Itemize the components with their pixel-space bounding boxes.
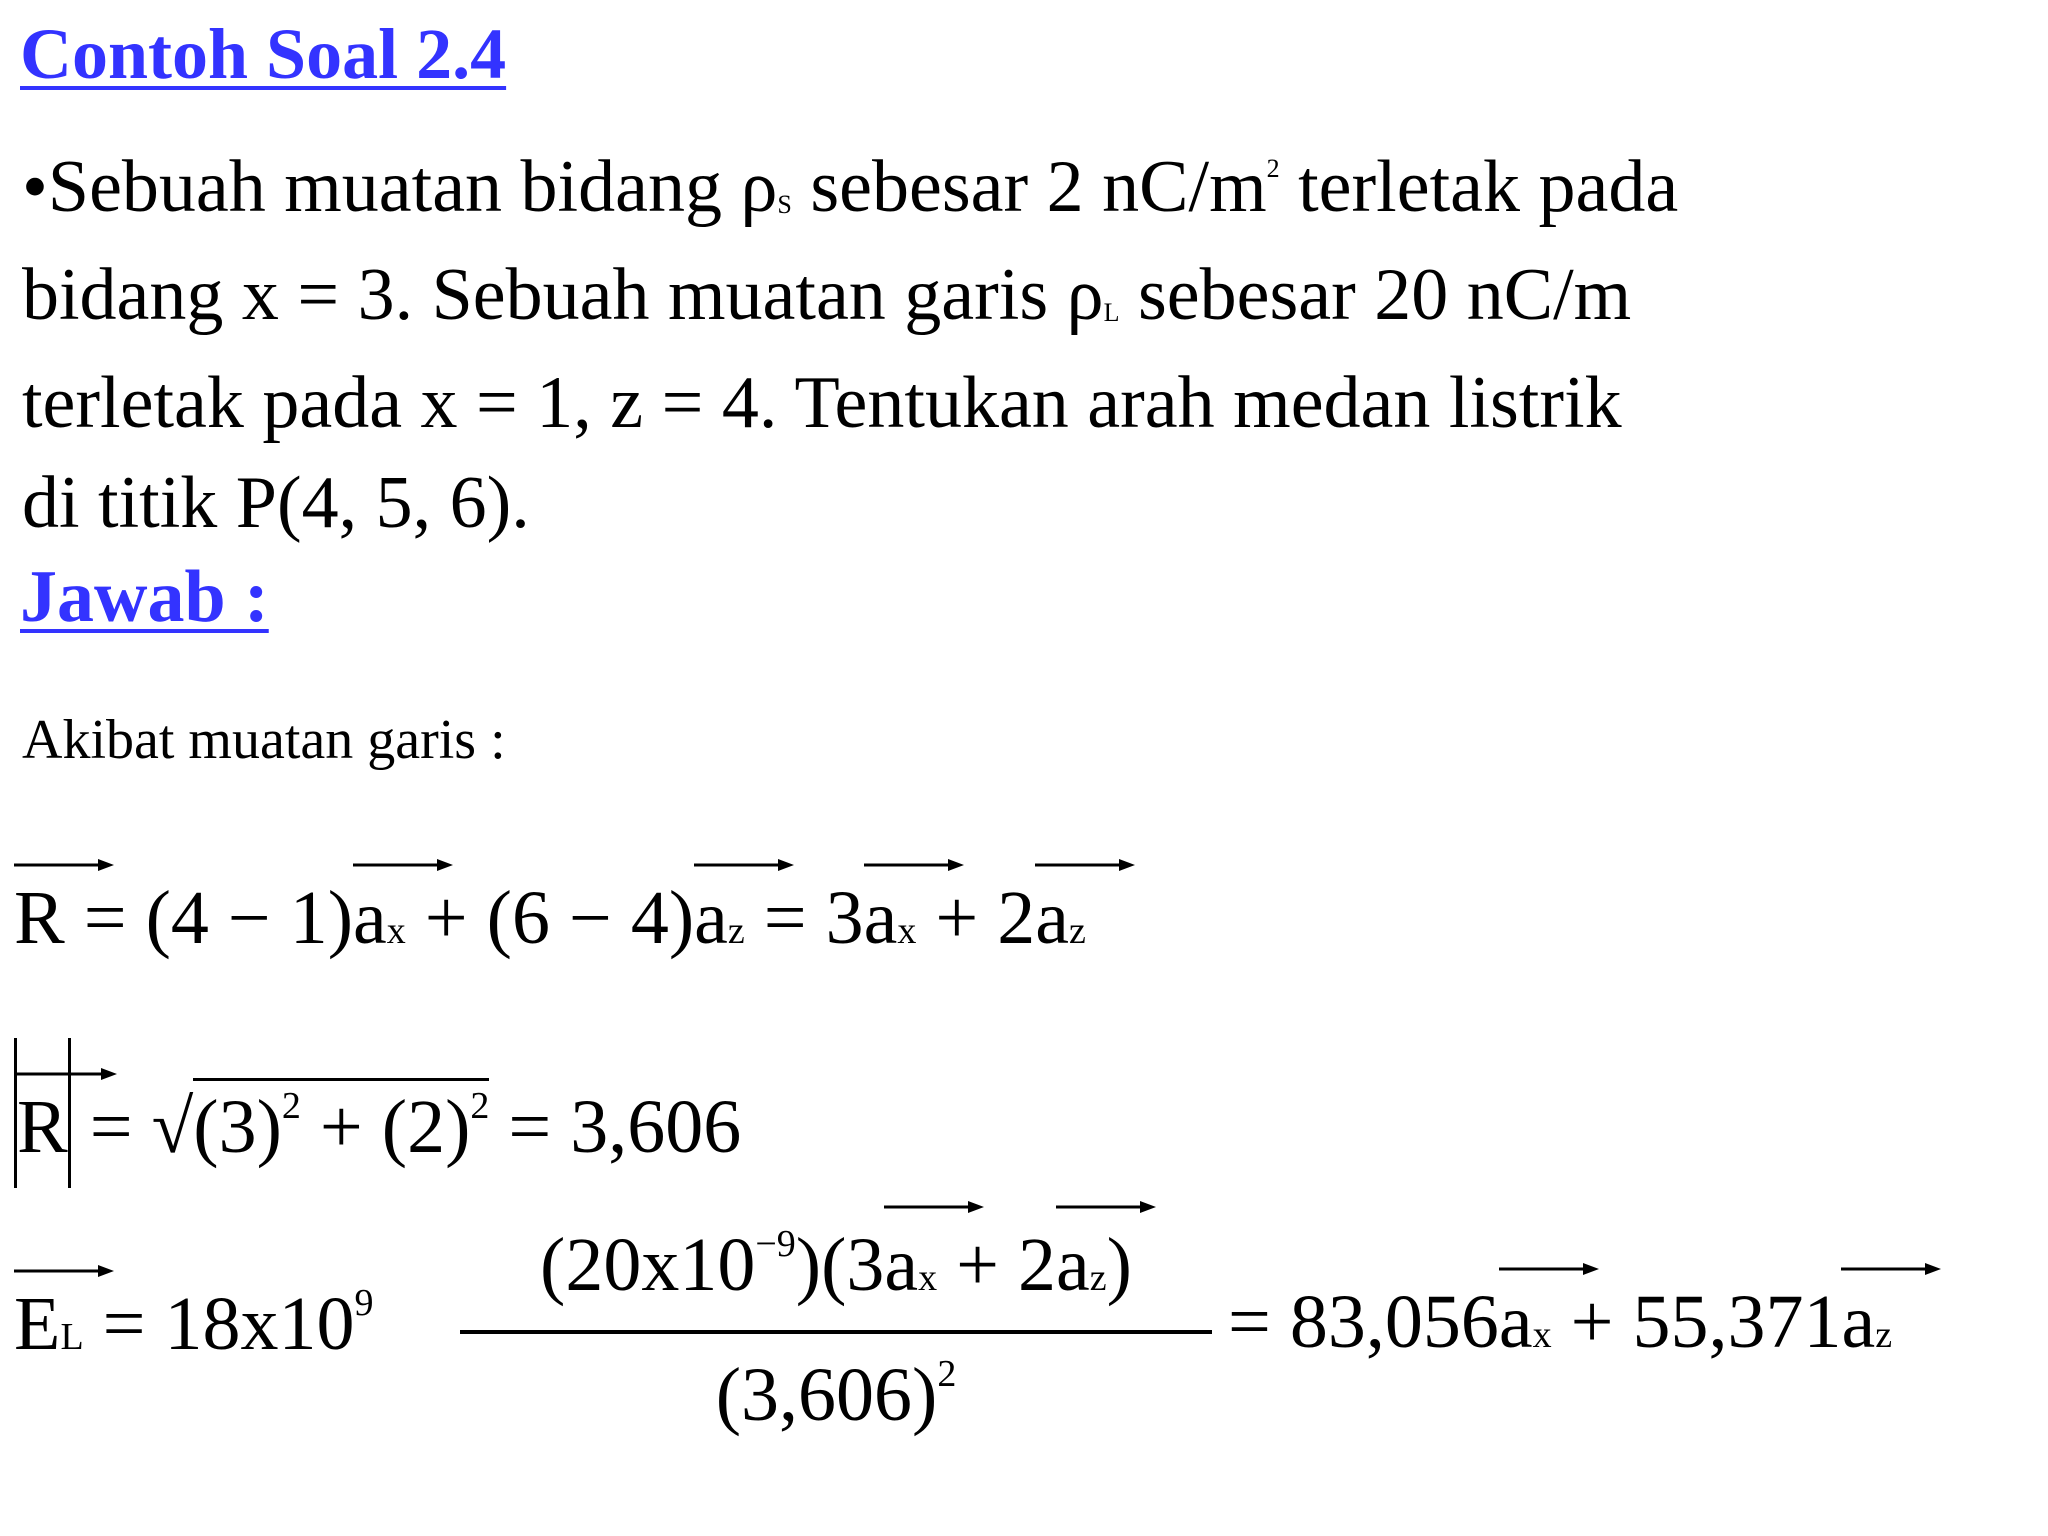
exponent: −9 — [755, 1223, 796, 1265]
ax-vector — [884, 1222, 918, 1309]
x-subscript: x — [918, 1257, 938, 1299]
fraction — [460, 1222, 1212, 1462]
vector-arrow-icon — [1056, 1200, 1156, 1214]
slide-title: Contoh Soal 2.4 — [20, 14, 507, 94]
eq-text: = 18x10 — [83, 1282, 355, 1366]
exponent: 2 — [281, 1085, 301, 1127]
a-symbol: a — [1841, 1280, 1876, 1364]
sqrt-symbol: √ — [151, 1085, 194, 1169]
eq-text: + (6 − 4) — [405, 876, 695, 960]
vector-arrow-icon — [1499, 1262, 1599, 1276]
fraction-denominator — [460, 1352, 1212, 1439]
answer-heading: Jawab : — [20, 556, 269, 638]
r-vector — [14, 876, 65, 960]
equation-e-field-result — [1228, 1280, 1893, 1364]
vector-arrow-icon — [14, 858, 114, 872]
problem-text: bidang x = 3. Sebuah muatan garis ρ — [22, 254, 1104, 336]
r-symbol: R — [14, 876, 65, 960]
vector-arrow-icon — [1841, 1262, 1941, 1276]
eq-result: + 55,371 — [1551, 1280, 1842, 1364]
eq-text: ) — [1106, 1223, 1132, 1307]
z-subscript: z — [727, 910, 745, 952]
fraction-numerator — [460, 1222, 1212, 1309]
vector-arrow-icon — [14, 1264, 114, 1278]
x-subscript: x — [897, 910, 917, 952]
a-symbol: a — [694, 876, 728, 960]
problem-line-2 — [22, 254, 1632, 336]
r-symbol: R — [17, 1085, 68, 1169]
a-symbol: a — [353, 876, 387, 960]
problem-text: sebesar 20 nC/m — [1119, 254, 1632, 336]
equation-e-field-lhs — [14, 1282, 374, 1366]
x-subscript: x — [386, 910, 406, 952]
vector-arrow-icon — [884, 1200, 984, 1214]
rho-l-subscript: L — [1103, 298, 1120, 327]
a-symbol: a — [1056, 1223, 1090, 1307]
exponent: 9 — [354, 1282, 374, 1324]
ax-vector — [863, 876, 898, 960]
equation-r-vector — [14, 876, 1086, 960]
problem-text: sebesar 2 nC/m — [791, 146, 1267, 228]
eq-text: + (2) — [300, 1085, 471, 1169]
vector-arrow-icon — [353, 858, 453, 872]
eq-text: + 2 — [916, 876, 1036, 960]
answer-intro: Akibat muatan garis : — [22, 709, 506, 771]
eq-result: = 3,606 — [489, 1085, 742, 1169]
problem-line-4: di titik P(4, 5, 6). — [22, 462, 530, 544]
z-subscript: z — [1089, 1257, 1107, 1299]
exponent: 2 — [937, 1353, 957, 1395]
exponent: 2 — [470, 1085, 490, 1127]
a-symbol: a — [884, 1223, 919, 1307]
vector-arrow-icon — [694, 858, 794, 872]
z-subscript: z — [1875, 1314, 1893, 1356]
ax-vector — [1498, 1280, 1533, 1364]
eq-result: = 83,056 — [1228, 1280, 1499, 1364]
a-symbol: a — [863, 876, 898, 960]
radicand — [193, 1078, 489, 1169]
eq-text: (20x10 — [540, 1223, 756, 1307]
l-subscript: L — [60, 1316, 84, 1358]
az-vector — [1035, 876, 1069, 960]
eq-text: )(3 — [795, 1223, 885, 1307]
x-subscript: x — [1532, 1314, 1552, 1356]
vector-arrow-icon — [864, 858, 964, 872]
eq-text: = — [70, 1085, 152, 1169]
vector-arrow-icon — [1035, 858, 1135, 872]
unit-superscript: 2 — [1266, 154, 1280, 183]
ax-vector — [353, 876, 387, 960]
r-vector — [17, 1085, 68, 1169]
e-vector — [14, 1282, 61, 1366]
eq-text: (3) — [193, 1085, 282, 1169]
eq-text: = 3 — [744, 876, 864, 960]
problem-text: •Sebuah muatan bidang ρ — [22, 146, 778, 228]
rho-s-subscript: S — [777, 190, 792, 219]
eq-text: + 2 — [937, 1223, 1057, 1307]
z-subscript: z — [1068, 910, 1086, 952]
problem-line-3: terletak pada x = 1, z = 4. Tentukan arah medan listrik — [22, 362, 1622, 444]
az-vector — [1841, 1280, 1876, 1364]
eq-text: (3,606) — [715, 1353, 938, 1437]
a-symbol: a — [1498, 1280, 1533, 1364]
problem-text: terletak pada — [1279, 146, 1679, 228]
equation-r-magnitude — [14, 1038, 741, 1188]
fraction-bar — [460, 1330, 1212, 1334]
az-vector — [1056, 1222, 1090, 1309]
eq-text: = (4 − 1) — [64, 876, 354, 960]
az-vector — [694, 876, 728, 960]
a-symbol: a — [1035, 876, 1069, 960]
e-symbol: E — [14, 1282, 61, 1366]
problem-line-1 — [22, 146, 1679, 228]
